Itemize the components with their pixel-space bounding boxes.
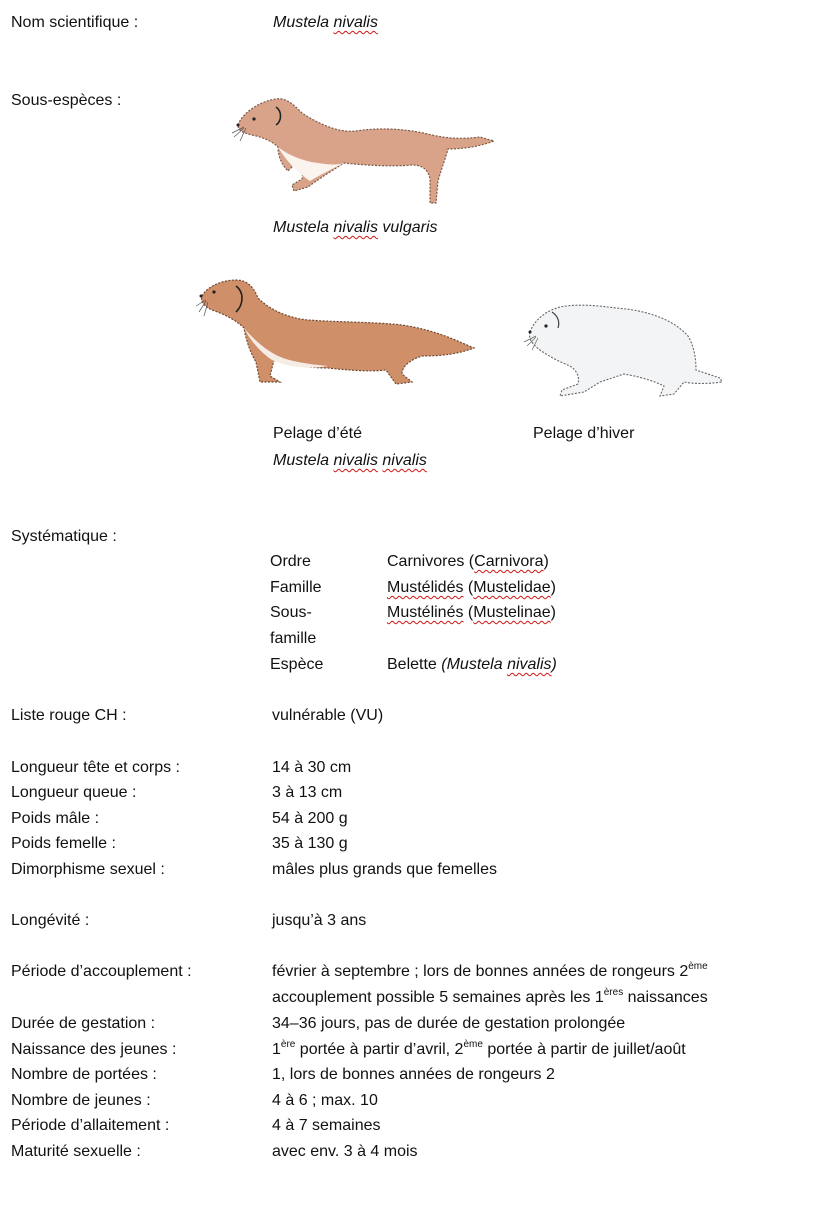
birth-label: Naissance des jeunes :	[11, 1041, 177, 1058]
measurement-label: Longueur queue :	[11, 784, 137, 801]
genus: Mustela	[273, 219, 330, 236]
espece-label: Espèce	[270, 656, 324, 673]
birth-value	[272, 1040, 686, 1060]
systematics-label: Systématique :	[11, 528, 117, 545]
mating-text: naissances	[623, 989, 708, 1006]
measurement-label: Poids femelle :	[11, 835, 116, 852]
summer-caption: Pelage d’été	[273, 425, 362, 442]
measurement-row	[11, 783, 811, 807]
measurement-row	[11, 834, 811, 858]
gestation-value: 34–36 jours, pas de durée de gestation prolongée	[272, 1015, 626, 1032]
famille-latin: Mustelidae	[473, 579, 551, 596]
reproduction-value: 4 à 6 ; max. 10	[272, 1092, 378, 1109]
reproduction-row	[11, 1065, 811, 1089]
mating-text: février à septembre ; lors de bonnes années de rongeurs 2	[272, 963, 689, 980]
mating-label: Période d’accouplement :	[11, 963, 192, 980]
measurement-value: mâles plus grands que femelles	[272, 861, 498, 878]
reproduction-value: 4 à 7 semaines	[272, 1117, 381, 1134]
winter-caption: Pelage d’hiver	[533, 425, 635, 442]
ordre-label: Ordre	[270, 553, 311, 570]
genus: Mustela	[273, 452, 330, 469]
reproduction-row	[11, 1142, 811, 1166]
scientific-name-value	[273, 13, 378, 33]
measurement-value: 14 à 30 cm	[272, 759, 352, 776]
species: nivalis	[333, 452, 378, 469]
espece-species: nivalis	[507, 656, 552, 673]
sousfamille-value: Mustélinés (Mustelinae)	[387, 604, 556, 621]
superscript: ème	[688, 961, 708, 972]
reproduction-label: Période d’allaitement :	[11, 1117, 170, 1134]
reproduction-label: Nombre de portées :	[11, 1066, 157, 1083]
measurement-row	[11, 860, 811, 884]
genus: Mustela	[273, 14, 330, 31]
reproduction-value: 1, lors de bonnes années de rongeurs 2	[272, 1066, 555, 1083]
subspecies-epithet: nivalis	[382, 452, 427, 469]
superscript: ère	[280, 1039, 296, 1050]
measurement-value: 3 à 13 cm	[272, 784, 343, 801]
mating-text: accouplement possible 5 semaines après les 1	[272, 989, 604, 1006]
red-list-label: Liste rouge CH :	[11, 707, 127, 724]
measurement-label: Longueur tête et corps :	[11, 759, 180, 776]
gestation-label: Durée de gestation :	[11, 1015, 156, 1032]
ordre-latin: Carnivora	[474, 553, 544, 570]
scientific-name-label: Nom scientifique :	[11, 14, 139, 31]
reproduction-value: avec env. 3 à 4 mois	[272, 1143, 418, 1160]
sousfamille-label-line1: Sous-	[270, 604, 312, 621]
measurement-row	[11, 809, 811, 833]
superscript: ères	[603, 987, 624, 998]
subspecies-label: Sous-espèces :	[11, 92, 122, 109]
subspecies-epithet: vulgaris	[382, 219, 438, 236]
mating-line2	[272, 988, 708, 1008]
weasel-summer-illustration	[196, 278, 478, 393]
mating-line1	[272, 962, 708, 982]
measurement-label: Dimorphisme sexuel :	[11, 861, 165, 878]
weasel-vulgaris-illustration	[232, 95, 502, 210]
famille-value: Mustélidés (Mustelidae)	[387, 579, 556, 596]
measurement-label: Poids mâle :	[11, 810, 100, 827]
reproduction-label: Maturité sexuelle :	[11, 1143, 141, 1160]
birth-text: portée à partir de juillet/août	[482, 1041, 686, 1058]
birth-text: 1	[272, 1041, 281, 1058]
famille-label: Famille	[270, 579, 322, 596]
reproduction-label: Nombre de jeunes :	[11, 1092, 151, 1109]
vulgaris-caption	[273, 218, 438, 238]
weasel-winter-illustration	[524, 300, 726, 402]
red-list-value: vulnérable (VU)	[272, 707, 384, 724]
espece-genus: Mustela	[446, 656, 503, 673]
nivalis-caption	[273, 451, 427, 471]
species: nivalis	[333, 14, 378, 31]
sousfamille-label-line2: famille	[270, 630, 317, 647]
measurement-value: 35 à 130 g	[272, 835, 348, 852]
birth-text: portée à partir d’avril, 2	[295, 1041, 464, 1058]
espece-value: Belette (Mustela nivalis)	[387, 656, 557, 673]
longevity-value: jusqu’à 3 ans	[272, 912, 367, 929]
reproduction-row	[11, 1091, 811, 1115]
espece-fr: Belette	[387, 656, 437, 673]
reproduction-row	[11, 1116, 811, 1140]
longevity-label: Longévité :	[11, 912, 90, 929]
superscript: ème	[463, 1039, 483, 1050]
ordre-fr: Carnivores	[387, 553, 465, 570]
ordre-value: Carnivores (Carnivora)	[387, 553, 549, 570]
species: nivalis	[333, 219, 378, 236]
measurement-value: 54 à 200 g	[272, 810, 348, 827]
sousfamille-fr: Mustélinés	[387, 604, 464, 621]
famille-fr: Mustélidés	[387, 579, 464, 596]
sousfamille-latin: Mustelinae	[473, 604, 551, 621]
measurement-row	[11, 758, 811, 782]
